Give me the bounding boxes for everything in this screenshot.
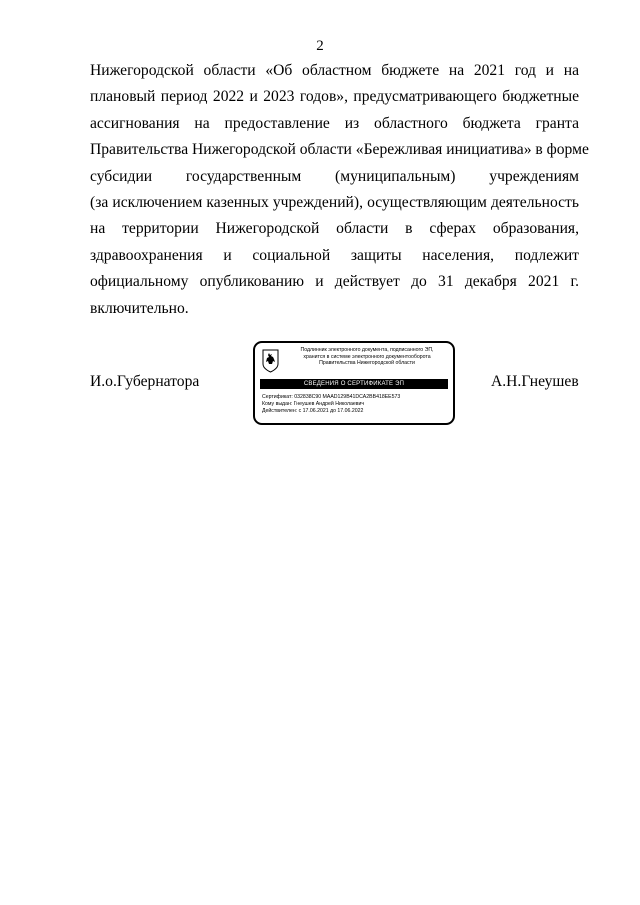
issued-to-label: Кому выдан:	[262, 400, 293, 407]
stamp-header-line: Правительства Нижегородской области	[319, 360, 415, 367]
body-line: Нижегородской области «Об областном бюджете на 2021 год и на	[90, 62, 579, 79]
body-paragraph	[90, 58, 589, 322]
coat-of-arms-icon	[262, 349, 279, 373]
body-line: ассигнования на предоставление из областного бюджета гранта	[90, 114, 579, 132]
certificate-row	[262, 394, 400, 401]
certificate-label: Сертификат:	[262, 394, 293, 400]
body-line: Правительства Нижегородской области «Бережливая инициатива» в форме	[90, 141, 589, 159]
page-number: 2	[316, 38, 324, 54]
body-line: плановый период 2022 и 2023 годов», предусматривающего бюджетные	[90, 88, 579, 106]
stamp-header-line: хранится в системе электронного документооборота	[303, 353, 431, 360]
signatory-name: А.Н.Гнеушев	[491, 373, 579, 390]
stamp-header	[282, 347, 452, 367]
body-line: официальному опубликованию и действует до 31 декабря 2021 г.	[90, 273, 579, 291]
issued-to-row	[262, 401, 400, 408]
validity-value: с 17.06.2021 до 17.06.2022	[298, 407, 364, 414]
validity-row	[262, 408, 400, 415]
body-line: на территории Нижегородской области в сферах образования,	[90, 220, 579, 238]
body-line: субсидии государственным (муниципальным) учреждениям	[90, 167, 579, 185]
stamp-details	[262, 394, 400, 414]
e-signature-stamp	[253, 341, 455, 425]
body-line: включительно.	[90, 299, 189, 317]
stamp-header-line: Подлинник электронного документа, подписанного ЭП,	[300, 347, 434, 353]
issued-to-value: Гнеушев Андрей Николаевич	[293, 400, 365, 407]
stamp-title-bar: СВЕДЕНИЯ О СЕРТИФИКАТЕ ЭП	[260, 379, 448, 389]
signatory-position: И.о.Губернатора	[90, 373, 200, 390]
body-line: (за исключением казенных учреждений), осуществляющим деятельность	[90, 193, 579, 211]
body-line: здравоохранения и социальной защиты населения, подлежит	[90, 246, 579, 264]
validity-label: Действителен:	[262, 407, 298, 414]
certificate-value: 032838C90 МААD129В41DСА2ВВ418ЕЕ573	[294, 394, 401, 400]
